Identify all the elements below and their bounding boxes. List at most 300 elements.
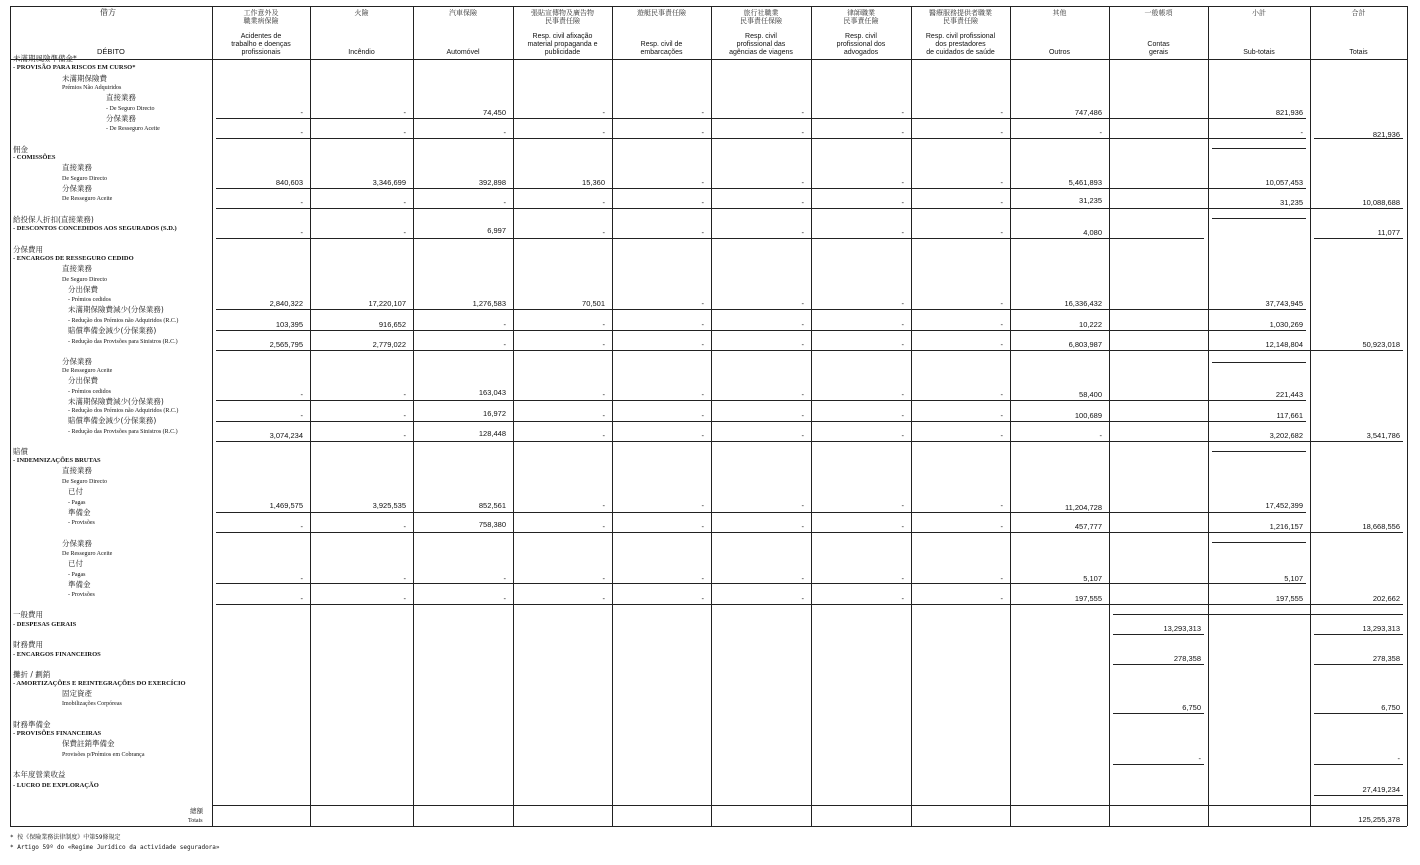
- table-cell-value: -: [701, 320, 704, 329]
- table-cell-value: 17,452,399: [1265, 501, 1303, 510]
- totals-label-pt: Totais: [188, 818, 203, 824]
- footnote-zh: * 按《保險業務法律制度》中第59條規定: [10, 834, 121, 841]
- table-cell-value: 16,972: [483, 409, 506, 418]
- column-header: [515, 9, 610, 25]
- row-label: - INDEMNIZAÇÕES BRUTAS: [13, 457, 101, 464]
- column-header-zh: 汽車保險: [449, 9, 477, 17]
- table-cell-value: -: [901, 501, 904, 510]
- table-cell-value: -: [901, 228, 904, 237]
- table-cell-value: -: [1000, 178, 1003, 187]
- table-cell-value: -: [801, 299, 804, 308]
- table-cell-value: -: [701, 198, 704, 207]
- row-rule: [1113, 764, 1204, 765]
- table-cell-value: -: [701, 574, 704, 583]
- table-cell-value: -: [701, 108, 704, 117]
- column-header: [312, 9, 411, 17]
- row-rule: [216, 138, 1306, 139]
- column-header-pt: Totais: [1349, 49, 1368, 56]
- column-header-pt-block: [813, 33, 909, 57]
- row-label: - LUCRO DE EXPLORAÇÃO: [13, 782, 99, 789]
- table-cell-value: -: [602, 340, 605, 349]
- table-cell-value: -: [701, 340, 704, 349]
- column-header-zh: 張貼宣傳物及廣告物: [531, 9, 594, 17]
- table-cell-value: -: [1300, 128, 1303, 137]
- table-cell-value: 821,936: [1275, 108, 1303, 117]
- table-cell-value: -: [1000, 198, 1003, 207]
- column-header-pt: Sub-totais: [1243, 49, 1275, 56]
- table-cell-value: 17,220,107: [368, 299, 406, 308]
- row-label: 已付: [68, 559, 83, 568]
- row-label: 已付: [68, 487, 83, 496]
- table-cell-value: 758,380: [478, 520, 506, 529]
- column-header-pt-block: [1012, 49, 1107, 57]
- table-cell-value: 103,395: [275, 320, 303, 329]
- column-header-pt: Resp. civil: [845, 33, 877, 40]
- table-cell-value: -: [1000, 411, 1003, 420]
- row-label: - DESPESAS GERAIS: [13, 621, 77, 628]
- table-cell-value: 197,555: [1275, 594, 1303, 603]
- row-label: 未滿期保險費減少(分保業務): [68, 397, 164, 406]
- table-cell-value: 3,074,234: [269, 431, 303, 440]
- table-cell-value: 125,255,378: [1358, 815, 1400, 824]
- table-cell-value: -: [503, 594, 506, 603]
- row-label: - Prémios cedidos: [68, 297, 111, 303]
- row-label: 直接業務: [106, 93, 136, 102]
- column-header-zh: 其他: [1052, 9, 1067, 17]
- row-label: De Seguro Directo: [62, 176, 107, 182]
- column-header-pt-block: [1312, 49, 1405, 57]
- table-cell-value: -: [403, 574, 406, 583]
- row-label: - Pagas: [68, 500, 86, 506]
- table-cell-value: -: [701, 178, 704, 187]
- column-header-zh: 火險: [354, 9, 369, 17]
- column-header-pt-block: [214, 33, 308, 57]
- table-cell-value: 3,541,786: [1366, 431, 1400, 440]
- row-label: - Redução das Provisões para Sinistros (R.C.): [68, 339, 178, 345]
- row-rule: [216, 400, 1306, 401]
- column-divider: [1010, 6, 1011, 826]
- row-rule: [216, 208, 1403, 209]
- table-cell-value: -: [901, 340, 904, 349]
- row-label: 攤折 / 劃銷: [13, 670, 51, 679]
- row-label: 分出保費: [68, 376, 98, 385]
- table-cell-value: -: [602, 431, 605, 440]
- row-label: 賠償準備金減少(分保業務): [68, 416, 157, 425]
- column-header-pt: Automóvel: [446, 49, 480, 56]
- table-cell-value: -: [403, 198, 406, 207]
- row-rule: [1212, 451, 1306, 452]
- row-label: 賠償: [13, 447, 28, 456]
- column-header-pt: gerais: [1148, 49, 1169, 56]
- column-header: [713, 9, 809, 25]
- table-cell-value: -: [801, 108, 804, 117]
- table-cell-value: 117,661: [1276, 411, 1303, 420]
- table-cell-value: 747,486: [1074, 108, 1102, 117]
- row-label: 分出保費: [68, 285, 98, 294]
- column-divider: [1407, 6, 1408, 826]
- column-header-pt-block: [1210, 49, 1308, 57]
- table-cell-value: 1,216,157: [1269, 522, 1303, 531]
- column-divider: [513, 6, 514, 826]
- column-header-zh: 民事責任險: [943, 17, 978, 25]
- column-header-pt: Incêndio: [348, 49, 375, 56]
- table-cell-value: 163,043: [478, 388, 506, 397]
- row-label: Prémios Não Adquiridos: [62, 85, 122, 91]
- table-cell-value: -: [901, 390, 904, 399]
- table-cell-value: -: [300, 574, 303, 583]
- column-header-zh: 旅行社職業: [743, 9, 779, 17]
- column-header-pt-block: [515, 33, 610, 57]
- table-cell-value: -: [801, 320, 804, 329]
- column-divider: [212, 6, 213, 826]
- table-cell-value: -: [1397, 754, 1400, 763]
- row-label: Provisões p/Prémios em Cobrança: [62, 752, 145, 758]
- table-cell-value: -: [901, 198, 904, 207]
- table-cell-value: -: [701, 411, 704, 420]
- column-header: [813, 9, 909, 25]
- column-header-pt: Resp. civil: [745, 33, 777, 40]
- table-cell-value: -: [901, 128, 904, 137]
- column-header-zh: 工作意外及: [243, 9, 279, 17]
- table-cell-value: -: [1000, 522, 1003, 531]
- table-cell-value: 100,689: [1074, 411, 1102, 420]
- table-cell-value: -: [403, 390, 406, 399]
- table-cell-value: 10,222: [1079, 320, 1102, 329]
- row-rule: [216, 118, 1306, 119]
- row-label: 財務費用: [13, 640, 43, 649]
- table-cell-value: 10,057,453: [1265, 178, 1303, 187]
- row-rule: [1113, 713, 1204, 714]
- row-rule: [1113, 614, 1403, 615]
- table-cell-value: -: [602, 128, 605, 137]
- column-header-zh: 律師職業: [847, 9, 875, 17]
- table-cell-value: -: [602, 574, 605, 583]
- row-label: 分保業務: [62, 357, 92, 366]
- table-cell-value: 50,923,018: [1362, 340, 1400, 349]
- table-cell-value: -: [300, 390, 303, 399]
- table-cell-value: -: [1000, 340, 1003, 349]
- row-rule: [216, 441, 1403, 442]
- table-cell-value: 1,276,583: [472, 299, 506, 308]
- table-cell-value: -: [901, 178, 904, 187]
- row-label: 分保費用: [13, 245, 43, 254]
- table-cell-value: 37,743,945: [1265, 299, 1303, 308]
- table-cell-value: 5,461,893: [1068, 178, 1102, 187]
- column-header-pt: embarcações: [640, 49, 683, 56]
- table-cell-value: 11,077: [1377, 228, 1400, 237]
- row-label: De Seguro Directo: [62, 277, 107, 283]
- row-label: De Resseguro Aceite: [62, 368, 113, 374]
- column-header-zh: 民事責任保險: [740, 17, 782, 25]
- row-rule: [1314, 713, 1403, 714]
- table-cell-value: -: [901, 108, 904, 117]
- table-cell-value: 2,565,795: [269, 340, 303, 349]
- column-header: [1111, 9, 1206, 17]
- table-cell-value: -: [1000, 501, 1003, 510]
- row-rule: [216, 532, 1403, 533]
- row-label: 保費註銷準備金: [62, 739, 115, 748]
- row-rule: [1314, 664, 1403, 665]
- row-rule: [216, 330, 1306, 331]
- totals-top-rule: [212, 805, 1407, 806]
- row-label: - AMORTIZAÇÕES E REINTEGRAÇÕES DO EXERCÍCIO: [13, 680, 186, 687]
- table-cell-value: 840,603: [275, 178, 303, 187]
- table-cell-value: -: [701, 522, 704, 531]
- column-header: [214, 9, 308, 25]
- totals-label-zh: 總額: [190, 807, 203, 815]
- table-cell-value: -: [801, 574, 804, 583]
- table-cell-value: -: [602, 501, 605, 510]
- table-cell-value: -: [300, 411, 303, 420]
- column-header-pt: profissional dos: [836, 41, 886, 48]
- table-cell-value: -: [801, 594, 804, 603]
- table-cell-value: -: [300, 128, 303, 137]
- table-cell-value: -: [403, 522, 406, 531]
- table-cell-value: -: [701, 501, 704, 510]
- column-header-pt: Resp. civil afixação: [532, 33, 593, 40]
- column-header-pt-block: [1111, 41, 1206, 57]
- row-rule: [1314, 238, 1403, 239]
- table-cell-value: -: [1000, 594, 1003, 603]
- column-divider: [413, 6, 414, 826]
- header-bottom-rule: [10, 59, 1407, 60]
- table-cell-value: 70,501: [582, 299, 605, 308]
- table-cell-value: -: [300, 228, 303, 237]
- column-header-pt-block: [913, 33, 1008, 57]
- table-cell-value: -: [1099, 431, 1102, 440]
- row-label: - Prémios cedidos: [68, 389, 111, 395]
- table-cell-value: 197,555: [1074, 594, 1102, 603]
- row-rule: [216, 421, 1306, 422]
- table-cell-value: 12,148,804: [1265, 340, 1303, 349]
- table-cell-value: -: [503, 198, 506, 207]
- table-cell-value: -: [403, 228, 406, 237]
- row-label: 直接業務: [62, 264, 92, 273]
- row-label: - Provisões: [68, 592, 95, 598]
- row-label: 固定資產: [62, 689, 92, 698]
- table-cell-value: -: [701, 431, 704, 440]
- row-label: - Redução dos Prémios não Adquiridos (R.C.): [68, 318, 179, 324]
- row-label: 賠償準備金減少(分保業務): [68, 326, 157, 335]
- table-cell-value: 278,358: [1372, 654, 1400, 663]
- table-cell-value: -: [403, 594, 406, 603]
- column-header-pt: Resp. civil profissional: [925, 33, 996, 40]
- row-label: De Seguro Directo: [62, 479, 107, 485]
- table-cell-value: 6,750: [1182, 703, 1201, 712]
- table-cell-value: -: [1000, 128, 1003, 137]
- column-header-pt: publicidade: [544, 49, 581, 56]
- table-cell-value: -: [403, 108, 406, 117]
- column-header-pt-block: [415, 49, 511, 57]
- row-label: - ENCARGOS FINANCEIROS: [13, 651, 101, 658]
- table-cell-value: -: [801, 501, 804, 510]
- table-cell-value: 13,293,313: [1362, 624, 1400, 633]
- row-label: 分保業務: [62, 539, 92, 548]
- footnote-pt: * Artigo 59º do «Regime Jurídico da actividade seguradora»: [10, 844, 220, 851]
- row-label: 未滿期保險費減少(分保業務): [68, 305, 164, 314]
- table-cell-value: -: [602, 594, 605, 603]
- table-cell-value: 6,750: [1381, 703, 1400, 712]
- table-cell-value: 278,358: [1173, 654, 1201, 663]
- table-cell-value: -: [403, 431, 406, 440]
- column-header-pt-block: [713, 33, 809, 57]
- row-label: 一般費用: [13, 610, 43, 619]
- column-header-zh: 醫療服務提供者職業: [929, 9, 992, 17]
- column-header-pt: Contas: [1147, 41, 1170, 48]
- table-cell-value: -: [503, 128, 506, 137]
- table-cell-value: -: [1000, 431, 1003, 440]
- outer-top-rule: [10, 6, 1407, 7]
- table-cell-value: -: [801, 522, 804, 531]
- column-header: [913, 9, 1008, 25]
- totals-bottom-rule: [10, 826, 1407, 827]
- table-cell-value: -: [801, 228, 804, 237]
- table-cell-value: -: [1000, 108, 1003, 117]
- table-cell-value: -: [403, 411, 406, 420]
- row-label: 分保業務: [106, 114, 136, 123]
- row-label: - Pagas: [68, 572, 86, 578]
- row-rule: [216, 188, 1306, 189]
- table-cell-value: -: [602, 411, 605, 420]
- column-divider: [310, 6, 311, 826]
- column-header-zh: 小計: [1252, 9, 1266, 17]
- table-cell-value: -: [801, 431, 804, 440]
- table-cell-value: -: [901, 522, 904, 531]
- table-cell-value: -: [602, 390, 605, 399]
- row-label: - De Seguro Directo: [106, 106, 155, 112]
- table-cell-value: -: [403, 128, 406, 137]
- column-header-zh: 合計: [1351, 9, 1366, 17]
- table-cell-value: -: [300, 198, 303, 207]
- column-header-zh: 職業病保險: [243, 17, 279, 25]
- table-cell-value: 392,898: [478, 178, 506, 187]
- table-cell-value: -: [300, 108, 303, 117]
- table-cell-value: -: [503, 320, 506, 329]
- row-rule: [1113, 664, 1204, 665]
- table-cell-value: 4,080: [1083, 228, 1102, 237]
- column-header-pt: material propaganda e: [527, 41, 598, 48]
- table-cell-value: 31,235: [1079, 196, 1102, 205]
- column-header-pt: trabalho e doenças: [231, 41, 291, 48]
- table-cell-value: 13,293,313: [1163, 624, 1201, 633]
- column-header: [1312, 9, 1405, 17]
- table-cell-value: 27,419,234: [1362, 785, 1400, 794]
- table-cell-value: 821,936: [1372, 130, 1400, 139]
- column-header: [415, 9, 511, 17]
- table-cell-value: -: [1000, 574, 1003, 583]
- column-header-pt-block: [614, 41, 709, 57]
- row-rule: [1314, 634, 1403, 635]
- row-label: De Resseguro Aceite: [62, 551, 113, 557]
- left-border: [10, 6, 11, 826]
- row-label: - DESCONTOS CONCEDIDOS AOS SEGURADOS (S.D.): [13, 225, 177, 232]
- table-cell-value: -: [801, 340, 804, 349]
- column-divider: [1310, 6, 1311, 826]
- table-cell-value: -: [901, 320, 904, 329]
- row-label: - De Resseguro Aceite: [106, 126, 160, 132]
- column-divider: [1109, 6, 1110, 826]
- table-cell-value: -: [901, 299, 904, 308]
- table-cell-value: 2,779,022: [372, 340, 406, 349]
- row-rule: [216, 604, 1403, 605]
- table-cell-value: 3,346,699: [372, 178, 406, 187]
- row-label: 未滿期風險準備金*: [13, 54, 77, 63]
- row-label: 本年度營業收益: [13, 770, 66, 779]
- row-label: - Redução dos Prémios não Adquiridos (R.C.): [68, 408, 179, 414]
- row-label: 準備金: [68, 508, 91, 517]
- table-cell-value: -: [701, 128, 704, 137]
- table-cell-value: 5,107: [1083, 574, 1102, 583]
- column-header-pt-block: [312, 49, 411, 57]
- column-header-pt: Acidentes de: [240, 33, 282, 40]
- row-rule: [1314, 795, 1403, 796]
- column-header-pt: agências de viagens: [729, 49, 793, 56]
- row-label: 財務準備金: [13, 720, 51, 729]
- table-cell-value: -: [1099, 128, 1102, 137]
- row-rule: [1212, 362, 1306, 363]
- column-divider: [1208, 6, 1209, 826]
- column-header: [1012, 9, 1107, 17]
- column-divider: [711, 6, 712, 826]
- row-rule: [216, 238, 1204, 239]
- table-cell-value: -: [801, 128, 804, 137]
- row-label: 直接業務: [62, 466, 92, 475]
- table-cell-value: -: [1000, 390, 1003, 399]
- row-rule: [216, 512, 1306, 513]
- row-label: Imobilizações Corpóreas: [62, 701, 122, 707]
- row-label: 準備金: [68, 580, 91, 589]
- table-cell-value: 3,925,535: [372, 501, 406, 510]
- table-cell-value: 6,803,987: [1068, 340, 1102, 349]
- row-rule: [216, 583, 1306, 584]
- row-rule: [1113, 634, 1204, 635]
- row-label: - PROVISÕES FINANCEIRAS: [13, 730, 102, 737]
- table-cell-value: -: [901, 431, 904, 440]
- table-cell-value: 457,777: [1074, 522, 1102, 531]
- column-header-pt: Outros: [1048, 49, 1070, 56]
- row-label: - Redução das Provisões para Sinistros (R.C.): [68, 429, 178, 435]
- table-cell-value: 221,443: [1275, 390, 1303, 399]
- row-label: - PROVISÃO PARA RISCOS EM CURSO*: [13, 64, 136, 71]
- column-header-zh: 民事責任險: [843, 17, 879, 25]
- row-rule: [1212, 542, 1306, 543]
- row-label: 給投保人折扣(直接業務): [13, 215, 94, 224]
- table-cell-value: -: [503, 340, 506, 349]
- column-divider: [911, 6, 912, 826]
- table-cell-value: 10,088,688: [1362, 198, 1400, 207]
- table-cell-value: -: [602, 320, 605, 329]
- table-cell-value: -: [701, 228, 704, 237]
- row-label: De Resseguro Aceite: [62, 196, 113, 202]
- column-header-pt: profissional das: [736, 41, 786, 48]
- column-header-pt: advogados: [843, 49, 879, 56]
- table-cell-value: -: [701, 594, 704, 603]
- table-cell-value: -: [801, 390, 804, 399]
- row-rule: [216, 350, 1403, 351]
- table-cell-value: 6,997: [487, 226, 506, 235]
- table-cell-value: 3,202,682: [1269, 431, 1303, 440]
- table-cell-value: 16,336,432: [1064, 299, 1102, 308]
- table-cell-value: -: [503, 574, 506, 583]
- table-cell-value: 852,561: [478, 501, 506, 510]
- debit-title-zh: 借方: [100, 8, 116, 17]
- column-header-pt: Resp. civil de: [640, 41, 683, 48]
- table-cell-value: -: [300, 522, 303, 531]
- column-header-zh: 遊艇民事責任險: [637, 9, 686, 17]
- table-cell-value: -: [1000, 228, 1003, 237]
- table-cell-value: -: [602, 108, 605, 117]
- column-header-pt: dos prestadores: [935, 41, 986, 48]
